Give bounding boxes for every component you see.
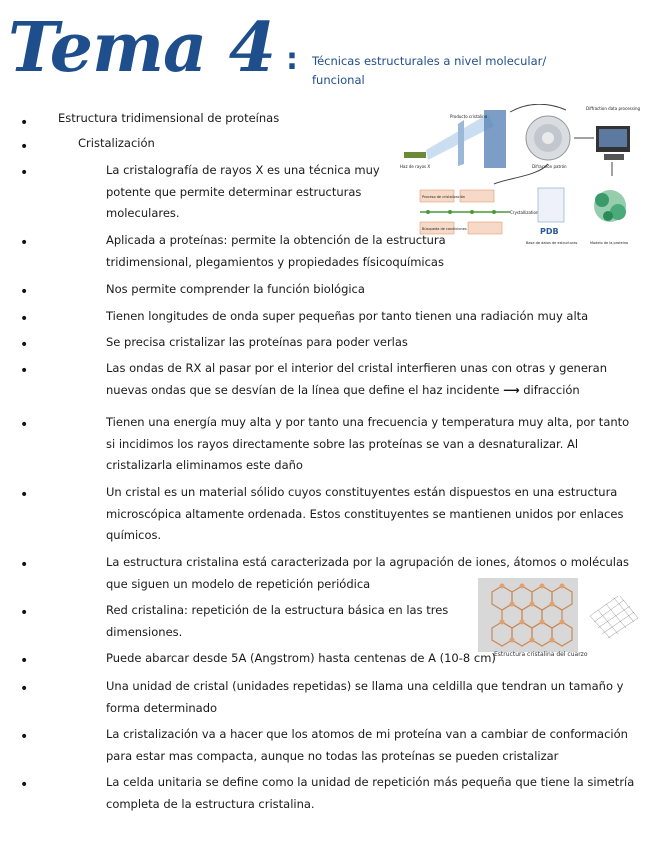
process-box-2 [460, 190, 494, 202]
fig1-label-busqueda: Búsqueda de condiciones [422, 227, 467, 231]
list-item: La celda unitaria se define como la unidad de repetición más pequeña que tiene la simetría completa de la estructura cristalina. [106, 775, 635, 811]
list-item: La cristalización va a hacer que los atomos de mi proteína van a cambiar de conformación para estar mas compacta, aunque no todas las proteínas se pueden cristalizar [106, 727, 628, 763]
bullet: • [20, 115, 29, 131]
fig1-label-haz: Haz de rayos X [400, 164, 431, 169]
bullet: • [20, 729, 29, 745]
list-item: Tienen una energía muy alta y por tanto una frecuencia y temperatura muy alta, por tanto si incidimos los rayos directamente sobre las proteínas se van a desnaturalizar. Al cristalizarla eliminamos este daño [106, 415, 630, 472]
bullet: • [20, 284, 29, 300]
page-title: Tema 4 [8, 8, 276, 88]
fig1-label-crystallization: Crystallization [510, 210, 539, 215]
bullet: • [20, 417, 29, 433]
bullet: • [20, 235, 29, 251]
fig1-label-base: Base de datos de estructuras [526, 241, 578, 245]
page-subtitle: Técnicas estructurales a nivel molecular/ funcional [312, 54, 547, 87]
list-item: La estructura cristalina está caracterizada por la agrupación de iones, átomos o moléculas que siguen un modelo de repetición periódica [106, 555, 630, 591]
bullet: • [20, 777, 29, 793]
list-item: Una unidad de cristal (unidades repetidas) se llama una celdilla que tendran un tamaño y forma determinado [106, 679, 624, 715]
list-item: Red cristalina: repetición de la estructura básica en las tres dimensiones. [106, 603, 449, 639]
fig1-label-data: Diffraction data processing [586, 106, 641, 111]
fig1-label-producto: Producto cristalino [450, 114, 488, 119]
list-item [106, 358, 636, 401]
right-arrow-icon: ⟶ [503, 382, 520, 397]
bullet: • [20, 557, 29, 573]
protein-model-icon [594, 190, 626, 222]
bullet: • [20, 605, 29, 621]
pdb-document-icon [538, 188, 564, 222]
bullet: • [20, 487, 29, 503]
list-item: Puede abarcar desde 5A (Angstrom) hasta centenas de A (10-8 cm) [106, 651, 496, 665]
bullet: • [20, 653, 29, 669]
title-colon: : [286, 42, 298, 77]
fig1-label-difraccion: Difracción patrón [532, 164, 567, 169]
bullet: • [20, 139, 29, 155]
fig1-label-proceso: Proceso de cristalización [422, 195, 466, 199]
quartz-caption: Estructura cristalina del cuarzo [494, 651, 588, 658]
list-item-text-after: difracción [523, 382, 580, 397]
pdb-label: PDB [540, 227, 559, 236]
list-item: Estructura tridimensional de proteínas [58, 111, 280, 125]
list-item: Tienen longitudes de onda super pequeñas por tanto tienen una radiación muy alta [106, 309, 589, 323]
fig1-label-modelo: Modelo de la proteína [590, 241, 629, 245]
bullet: • [20, 681, 29, 697]
list-item: Cristalización [78, 136, 155, 150]
xray-source-icon [404, 152, 426, 158]
crystal-lattice-3d [590, 596, 638, 638]
list-item: Se precisa cristalizar las proteínas para poder verlas [106, 335, 408, 349]
bullet: • [20, 165, 29, 181]
list-item-text: Las ondas de RX al pasar por el interior del cristal interfieren unas con otras y generan nuevas ondas que se desvían de la línea que define el haz incidente [106, 361, 607, 397]
bullet: • [20, 311, 29, 327]
list-item: La cristalografía de rayos X es una técnica muy potente que permite determinar estructuras moleculares. [106, 163, 380, 220]
bullet: • [20, 337, 29, 353]
list-item: Nos permite comprender la función biológica [106, 282, 365, 296]
list-item: Aplicada a proteínas: permite la obtención de la estructura tridimensional, plegamientos y propiedades físicoquímicas [106, 233, 446, 269]
list-item: Un cristal es un material sólido cuyos constituyentes están dispuestos en una estructura microscópica altamente ordenada. Estos constituyentes se mantienen unidos por enlaces químicos. [106, 485, 624, 542]
bullet: • [20, 363, 29, 379]
